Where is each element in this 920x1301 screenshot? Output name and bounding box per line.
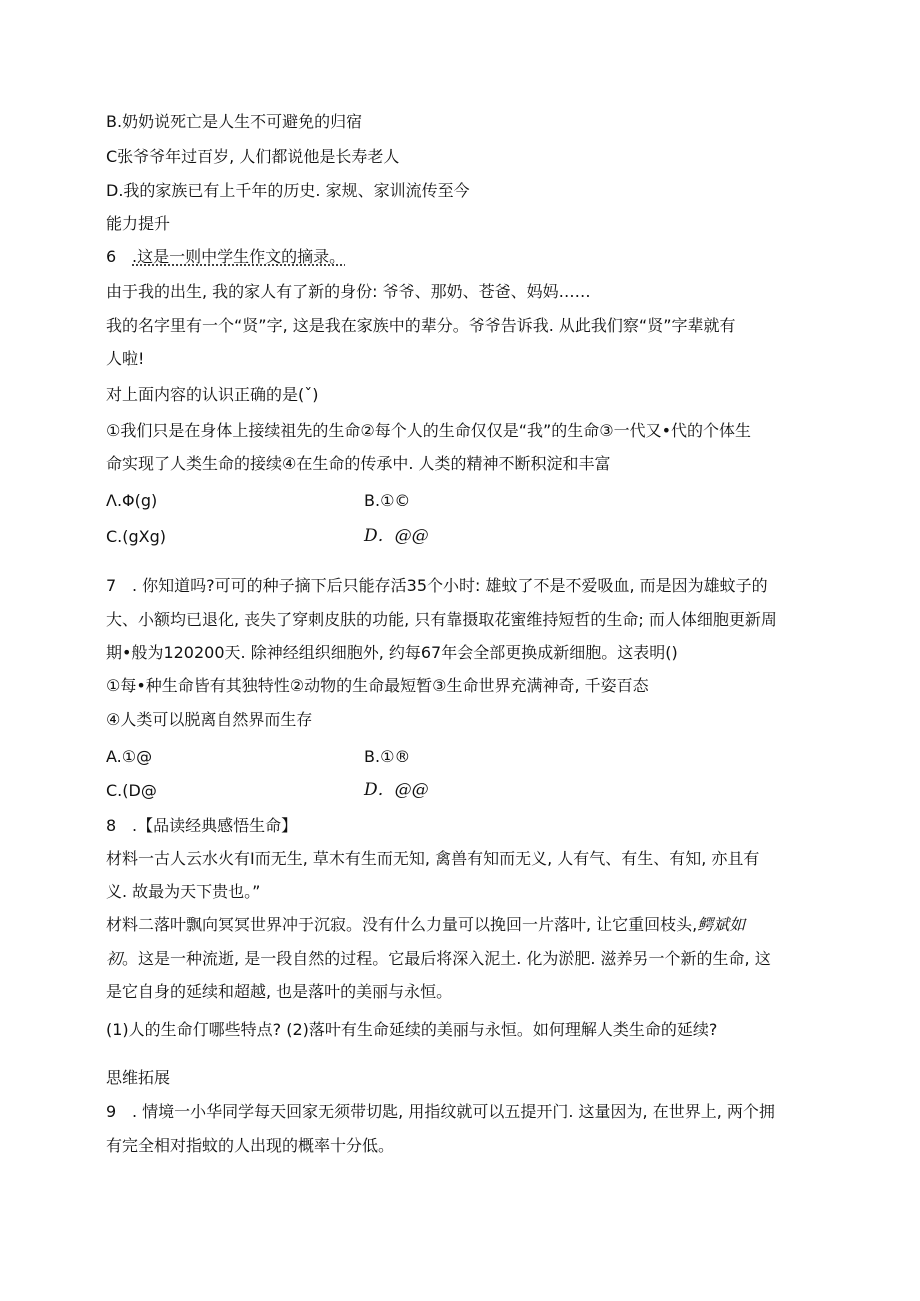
question-text: .【品读经典感悟生命】 (132, 816, 298, 835)
q8-ask: (1)人的生命仃哪些特点? (2)落叶有生命延续的美丽与永恒。如何理解人类生命的延续? (106, 1020, 718, 1039)
q7-line-3: 期•般为120200天. 除神经组织细胞外, 约每67年会全部更换成新细胞。这表明() (106, 643, 678, 662)
q8-material-2b (106, 948, 771, 970)
question-number: 7 (106, 576, 117, 595)
q8-material-1b: 义. 故最为天下贵也。” (106, 882, 261, 901)
q7-option-c[interactable]: C.(D@ (106, 781, 157, 800)
q6-option-c[interactable]: C.(gXg) (106, 527, 167, 546)
section-heading-thinking: 思维拓展 (106, 1068, 171, 1087)
q7-statements-2: ④人类可以脱离自然界而生存 (106, 710, 313, 729)
q6-option-b[interactable]: B.①© (364, 491, 411, 510)
q6-passage-1: 由于我的出生, 我的家人有了新的身份: 爷爷、那奶、苍爸、妈妈…… (106, 282, 591, 301)
question-text: .这是一则中学生作文的摘录。 (132, 247, 346, 266)
q8-material-2c: 是它自身的延续和超越, 也是落叶的美丽与永恒。 (106, 982, 453, 1001)
q7-option-b[interactable]: B.①® (364, 747, 411, 766)
q6-ask: 对上面内容的认识正确的是(ˇ) (106, 385, 319, 404)
q6-passage-2a: 我的名字里有一个“贤”字, 这是我在家族中的辈分。爷爷告诉我. 从此我们察“贤”字辈就有 (106, 316, 736, 335)
q6-option-d[interactable]: D．@@ (364, 526, 429, 546)
prev-option-c: C张爷爷年过百岁, 人们都说他是长寿老人 (106, 147, 400, 166)
question-number: 6 (106, 247, 117, 266)
question-number: 9 (106, 1102, 117, 1121)
q7-option-d[interactable]: D．@@ (364, 780, 429, 800)
question-number: 8 (106, 816, 117, 835)
question-text: . 你知道吗?可可的种子摘下后只能存活35个小时: 雄蚊了不是不爱吸血, 而是因为雄蚊子的 (132, 576, 768, 595)
q8-material-2b-italic: 初 (106, 949, 123, 968)
q6-statements-1: ①我们只是在身体上接续祖先的生命②每个人的生命仅仅是“我”的生命③一代又•代的个体生 (106, 421, 752, 440)
q9-line-2: 有完全相对指蚊的人出现的概率十分低。 (106, 1136, 395, 1155)
q8-material-2a (106, 914, 745, 936)
prev-option-b: B.奶奶说死亡是人生不可避免的归宿 (106, 112, 363, 131)
prev-option-d: D.我的家族已有上千年的历史. 家规、家训流传至今 (106, 181, 470, 200)
q8-material-2b-text: 。这是一种流逝, 是一段自然的过程。它最后将深入泥土. 化为淤肥. 滋养另一个新的生命, 这 (122, 949, 771, 968)
q7-line-2: 大、小额均已退化, 丧失了穿刺皮肤的功能, 只有靠摄取花蜜维持短哲的生命; 而人体细胞更新周 (106, 610, 777, 629)
q8-material-2a-italic: 鳄斌如 (697, 915, 746, 934)
question-9-line-1 (106, 1101, 775, 1123)
q8-material-2a-text: 材料二落叶飘向冥冥世界冲于沉寂。没有什么力量可以挽回一片落叶, 让它重回枝头, (106, 915, 698, 934)
q8-material-1a: 材料一古人云水火有Ⅰ而无生, 草木有生而无知, 禽兽有知而无义, 人有气、有生、有知, 亦且有 (106, 849, 760, 868)
question-8-title (106, 815, 297, 837)
question-text: . 情境一小华同学每天回家无须带切匙, 用指纹就可以五提开门. 这量因为, 在世界上, 两个拥 (132, 1102, 775, 1121)
question-6-stem (106, 246, 345, 268)
q6-option-a[interactable]: Λ.Φ(g) (106, 491, 158, 510)
q6-statements-2: 命实现了人类生命的接续④在生命的传承中. 人类的精神不断积淀和丰富 (106, 454, 611, 473)
q7-statements-1: ①每•种生命皆有其独特性②动物的生命最短暂③生命世界充满神奇, 千姿百态 (106, 676, 649, 695)
q6-passage-2b: 人啦! (106, 349, 145, 368)
q7-option-a[interactable]: A.①@ (106, 747, 153, 766)
question-7-line-1 (106, 575, 768, 597)
section-heading-ability: 能力提升 (106, 214, 171, 233)
